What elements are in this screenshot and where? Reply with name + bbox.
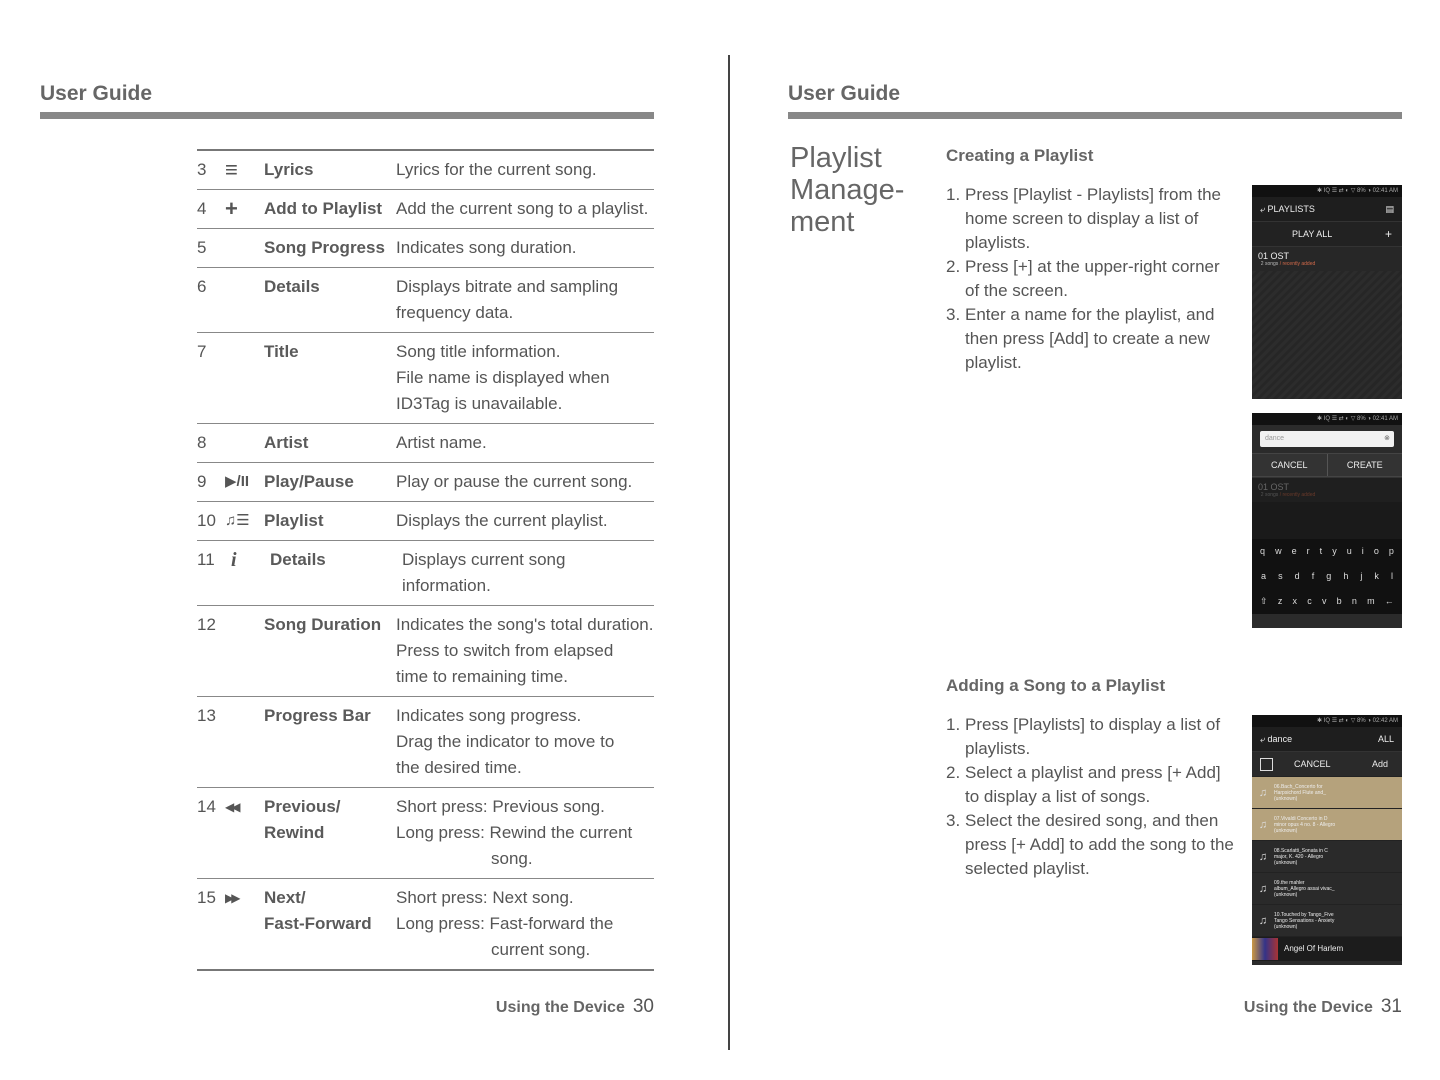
song-title: 08.Scarlatti_Sonata in C major, K. 420 - Allegro (unknown) <box>1274 847 1328 866</box>
keyboard-key[interactable]: g <box>1326 571 1332 581</box>
keyboard-key[interactable]: h <box>1343 571 1349 581</box>
song-item[interactable] <box>1252 840 1402 872</box>
row-label: Title <box>264 342 299 361</box>
keyboard-row <box>1252 589 1402 614</box>
keyboard-key[interactable]: ← <box>1384 596 1394 606</box>
table-row <box>197 151 654 190</box>
table-row <box>197 788 654 879</box>
row-number: 9 <box>197 472 207 491</box>
row-label: Details <box>270 550 326 569</box>
info-icon: i <box>231 549 237 571</box>
left-header-bar <box>40 112 654 119</box>
keyboard-row <box>1252 539 1402 564</box>
screenshot-playlists <box>1252 185 1402 399</box>
music-note-icon: ♫ <box>1258 882 1268 895</box>
row-description: Play or pause the current song. <box>396 472 633 491</box>
song-item[interactable] <box>1252 936 1402 961</box>
screenshot-add-songs <box>1252 715 1402 965</box>
song-title: Angel Of Harlem <box>1284 944 1344 953</box>
left-header-title: User Guide <box>40 82 153 105</box>
step-item: 3. Select the desired song, and then press [+ Add] to add the song to the selected playlist. <box>946 811 1234 878</box>
keyboard-key[interactable]: r <box>1306 546 1310 556</box>
song-title: 07.Vivaldi Concerto in D minor opus 4 no. 8 - Allegro (unknown) <box>1274 815 1336 834</box>
keyboard-key[interactable]: e <box>1291 546 1297 556</box>
keyboard-key[interactable]: w <box>1275 546 1282 556</box>
footer-label: Using the Device <box>495 999 625 1016</box>
section-title: Playlist Manage- ment <box>790 142 905 238</box>
left-footer <box>496 996 654 1018</box>
row-label: Next/ Fast-Forward <box>264 888 372 933</box>
table-row <box>197 502 654 541</box>
row-number: 14 <box>197 797 216 816</box>
row-description: Indicates song progress. Drag the indicator to move to the desired time. <box>396 706 615 777</box>
row-label: Lyrics <box>264 160 314 179</box>
row-description: Lyrics for the current song. <box>396 160 597 179</box>
table-row <box>197 190 654 229</box>
playlist-name: 01 OST <box>1258 251 1290 261</box>
row-number: 5 <box>197 238 207 257</box>
row-description: Indicates the song's total duration. Press to switch from elapsed time to remaining time. <box>396 615 654 686</box>
right-header-bar <box>788 112 1402 119</box>
keyboard-key[interactable]: p <box>1388 546 1394 556</box>
playlist-icon: ♫☰ <box>225 512 250 529</box>
playlist-meta: 2 songs / recently added <box>1260 492 1316 498</box>
row-label: Add to Playlist <box>264 199 383 218</box>
table-row <box>197 229 654 268</box>
page-number: 30 <box>632 996 654 1017</box>
back-icon[interactable]: ⤶ <box>1260 734 1268 744</box>
keyboard-key[interactable]: n <box>1351 596 1357 606</box>
music-note-icon: ♫ <box>1258 786 1268 799</box>
select-action-row <box>1252 751 1402 776</box>
step-item: 1. Press [Playlists] to display a list of playlists. <box>946 715 1221 758</box>
keyboard-key[interactable]: z <box>1277 596 1283 606</box>
keyboard-key[interactable]: l <box>1390 571 1393 581</box>
menu-icon[interactable]: ▤ <box>1385 204 1394 214</box>
input-value: dance <box>1265 435 1285 442</box>
song-title: 06.Bach_Concerto for Harpsichord Flute and_ (unknown) <box>1274 783 1326 802</box>
row-label: Play/Pause <box>264 472 354 491</box>
icon-cell <box>225 274 264 326</box>
icon-cell <box>225 430 264 456</box>
page-number: 31 <box>1380 996 1402 1017</box>
row-label: Song Progress <box>264 238 385 257</box>
select-all-checkbox[interactable] <box>1260 752 1273 776</box>
play-all-row[interactable] <box>1252 221 1402 246</box>
keyboard-key[interactable]: i <box>1361 546 1364 556</box>
right-footer <box>1244 996 1402 1018</box>
status-bar: ✱ IQ ☰ ⇄ ◐ ▽ 8% ◑ 02:42 AM <box>1252 715 1402 727</box>
add-button[interactable]: Add <box>1371 759 1388 769</box>
music-note-icon: ♫ <box>1258 818 1268 831</box>
clear-icon[interactable]: ⊗ <box>1384 435 1390 442</box>
row-label: Playlist <box>264 511 324 530</box>
playlists-title-bar <box>1252 197 1402 221</box>
row-description: Short press: Previous song. Long press: Rewind the current song. <box>396 797 633 868</box>
row-description: Song title information. File name is displayed when ID3Tag is unavailable. <box>396 342 610 413</box>
step-item: 1. Press [Playlist - Playlists] from the home screen to display a list of playlists. <box>946 185 1222 252</box>
cancel-button[interactable]: CANCEL <box>1270 460 1308 470</box>
all-button[interactable]: ALL <box>1377 734 1394 744</box>
row-number: 10 <box>197 511 216 530</box>
album-art <box>1252 938 1278 960</box>
keyboard-key[interactable]: x <box>1292 596 1298 606</box>
keyboard-key[interactable]: f <box>1311 571 1315 581</box>
keyboard-key[interactable]: q <box>1260 546 1266 556</box>
adding-steps <box>946 713 1236 881</box>
row-number: 6 <box>197 277 207 296</box>
keyboard-key[interactable]: s <box>1278 571 1283 581</box>
empty-area <box>1252 502 1402 539</box>
table-row <box>197 333 654 424</box>
action-row <box>1252 453 1402 477</box>
song-title: 09.the mahler album_Allegro assai vivac_ (unknown) <box>1274 879 1335 898</box>
song-title: 10.Touched by Tango_Five Tango Sensations - Anxiety (unknown) <box>1274 911 1335 930</box>
row-description: Displays the current playlist. <box>396 511 608 530</box>
row-number: 11 <box>197 550 215 569</box>
keyboard-key[interactable]: y <box>1332 546 1337 556</box>
right-page <box>730 0 1440 1080</box>
keyboard-key[interactable]: t <box>1319 546 1323 556</box>
create-button[interactable]: CREATE <box>1327 454 1403 476</box>
fast-forward-icon: ▶▶ <box>225 891 238 905</box>
table-row <box>197 424 654 463</box>
rewind-icon: ◀◀ <box>225 800 238 814</box>
playlist-name-input[interactable] <box>1260 431 1394 447</box>
song-item[interactable] <box>1252 872 1402 904</box>
controls-table <box>197 149 654 971</box>
playlist-name: 01 OST <box>1258 482 1290 492</box>
icon-cell <box>225 235 264 261</box>
keyboard-key[interactable]: a <box>1261 571 1267 581</box>
on-screen-keyboard <box>1252 539 1402 614</box>
table-row <box>197 697 654 788</box>
keyboard-key[interactable]: m <box>1367 596 1375 606</box>
row-number: 3 <box>197 160 207 179</box>
keyboard-key[interactable]: v <box>1321 596 1327 606</box>
row-label: Artist <box>264 433 309 452</box>
creating-playlist-title: Creating a Playlist <box>946 146 1094 165</box>
bar-title: dance <box>1267 734 1293 744</box>
music-note-icon: ♫ <box>1258 850 1268 863</box>
song-list-title-bar <box>1252 727 1402 751</box>
creating-steps <box>946 183 1236 375</box>
row-description: Displays bitrate and sampling frequency data. <box>396 277 619 322</box>
row-description: Short press: Next song. Long press: Fast-forward the current song. <box>396 888 614 959</box>
menu-lines-icon: ≡ <box>225 157 238 182</box>
row-label: Progress Bar <box>264 706 371 725</box>
row-number: 12 <box>197 615 216 634</box>
step-item: 3. Enter a name for the playlist, and then press [Add] to create a new playlist. <box>946 305 1215 372</box>
keyboard-key[interactable]: j <box>1360 571 1363 581</box>
keyboard-key[interactable]: o <box>1373 546 1379 556</box>
status-bar: ✱ IQ ☰ ⇄ ◐ ▽ 8% ◑ 02:41 AM <box>1252 413 1402 425</box>
table-row <box>197 268 654 333</box>
song-item[interactable] <box>1252 808 1402 840</box>
right-header-title: User Guide <box>788 82 901 105</box>
bar-title: PLAYLISTS <box>1267 204 1315 214</box>
row-number: 4 <box>197 199 207 218</box>
footer-label: Using the Device <box>1243 999 1373 1016</box>
row-number: 7 <box>197 342 207 361</box>
keyboard-key[interactable]: d <box>1294 571 1300 581</box>
icon-cell <box>225 612 264 690</box>
row-label: Details <box>264 277 320 296</box>
icon-cell <box>225 703 264 781</box>
cancel-button[interactable]: CANCEL <box>1294 759 1331 769</box>
keyboard-key[interactable]: b <box>1336 596 1342 606</box>
song-item[interactable] <box>1252 904 1402 936</box>
row-description: Displays current song information. <box>402 550 566 595</box>
keyboard-key[interactable]: u <box>1346 546 1352 556</box>
table-row <box>197 463 654 502</box>
play-all-button[interactable]: PLAY ALL <box>1292 229 1333 239</box>
play-pause-icon: ▶/II <box>225 473 250 490</box>
song-list <box>1252 776 1402 936</box>
song-item[interactable] <box>1252 776 1402 808</box>
plus-icon: + <box>225 196 238 221</box>
keyboard-key[interactable]: c <box>1307 596 1312 606</box>
row-number: 8 <box>197 433 207 452</box>
table-row <box>197 879 654 971</box>
keyboard-key[interactable]: k <box>1374 571 1379 581</box>
table-row <box>197 606 654 697</box>
music-note-icon: ♫ <box>1258 914 1268 927</box>
icon-cell <box>225 339 264 417</box>
keyboard-row <box>1252 564 1402 589</box>
row-description: Indicates song duration. <box>396 238 577 257</box>
keyboard-key[interactable]: ⇧ <box>1260 596 1268 606</box>
step-item: 2. Press [+] at the upper-right corner of the screen. <box>946 257 1220 300</box>
row-description: Artist name. <box>396 433 487 452</box>
row-number: 13 <box>197 706 216 725</box>
status-bar: ✱ IQ ☰ ⇄ ◐ ▽ 8% ◑ 02:41 AM <box>1252 185 1402 197</box>
playlist-item[interactable] <box>1252 246 1402 271</box>
row-number: 15 <box>197 888 216 907</box>
add-playlist-button[interactable]: + <box>1384 227 1392 241</box>
playlist-item[interactable] <box>1252 477 1402 502</box>
screenshot-create-playlist <box>1252 413 1402 628</box>
row-label: Previous/ Rewind <box>264 797 341 842</box>
row-label: Song Duration <box>264 615 382 634</box>
step-item: 2. Select a playlist and press [+ Add] to display a list of songs. <box>946 763 1221 806</box>
playlist-meta: 2 songs / recently added <box>1260 261 1316 267</box>
row-description: Add the current song to a playlist. <box>396 199 649 218</box>
table-row <box>197 541 654 606</box>
adding-song-title: Adding a Song to a Playlist <box>946 676 1166 695</box>
background-texture <box>1252 271 1402 399</box>
back-icon[interactable]: ⤶ <box>1260 204 1268 214</box>
